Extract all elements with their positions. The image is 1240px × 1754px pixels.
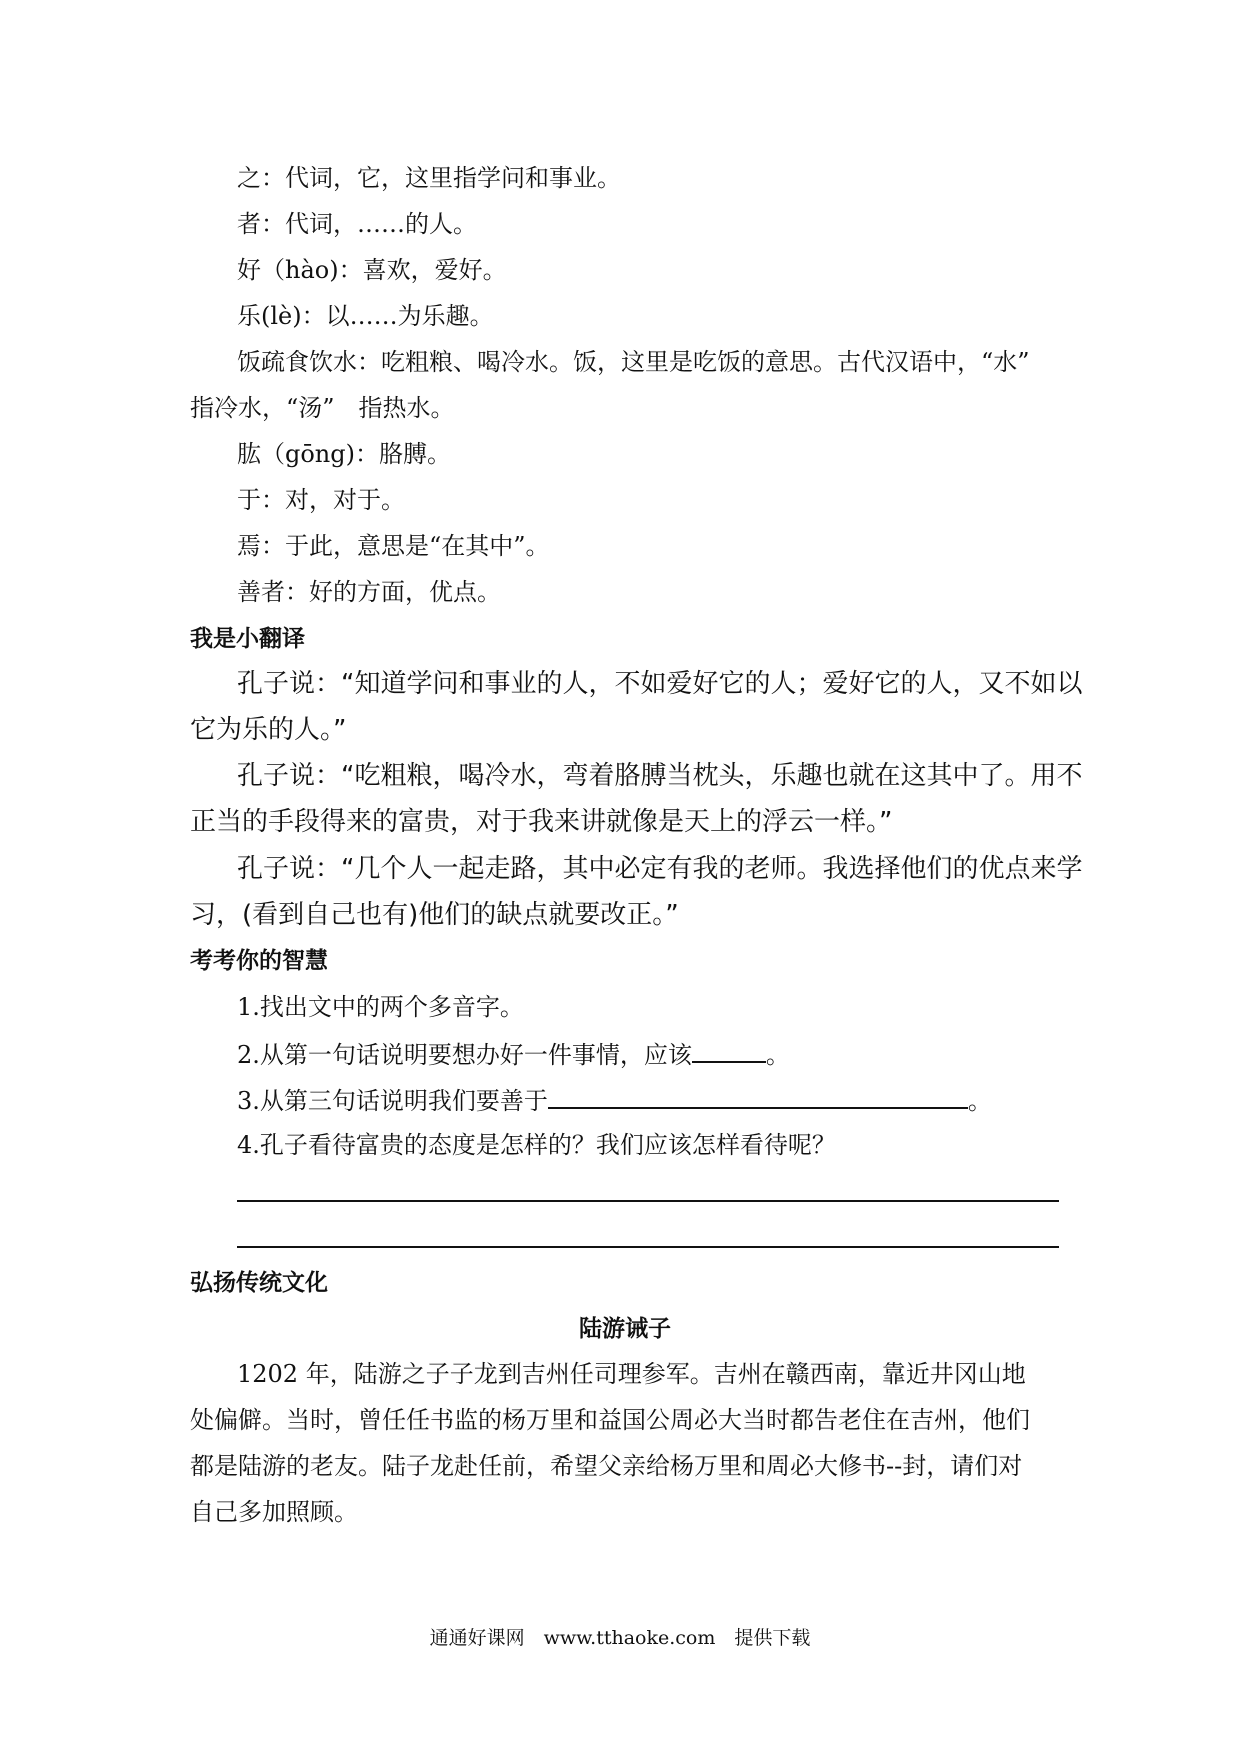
translation-line: 它为乐的人。”	[190, 715, 347, 745]
translation-line: 孔子说：“知道学问和事业的人，不如爱好它的人；爱好它的人，又不如以	[237, 669, 1083, 699]
glossary-line: 肱（gōng)：胳膊。	[237, 440, 451, 468]
answer-blank[interactable]	[548, 1083, 968, 1109]
story-line: 都是陆游的老友。陆子龙赴任前，希望父亲给杨万里和周必大修书--封，请们对	[190, 1452, 1023, 1480]
answer-line[interactable]	[237, 1246, 1059, 1248]
quiz-question-2	[237, 1037, 1107, 1071]
section-heading-culture: 弘扬传统文化	[190, 1270, 328, 1296]
page-footer: 通通好课网 www.tthaoke.com 提供下载	[429, 1627, 811, 1649]
glossary-line: 焉：于此，意思是“在其中”。	[237, 532, 550, 560]
glossary-line: 善者：好的方面，优点。	[237, 578, 501, 606]
story-line: 1202 年，陆游之子子龙到吉州任司理参军。吉州在赣西南，靠近井冈山地	[237, 1360, 1026, 1388]
quiz-question-4: 4.孔子看待富贵的态度是怎样的？我们应该怎样看待呢？	[237, 1131, 836, 1159]
quiz-question-3-text: 3.从第三句话说明我们要善于	[237, 1087, 548, 1115]
answer-line[interactable]	[237, 1200, 1059, 1202]
translation-line: 正当的手段得来的富贵，对于我来讲就像是天上的浮云一样。”	[190, 807, 893, 837]
quiz-question-2-end: 。	[765, 1041, 790, 1069]
glossary-line: 者：代词，……的人。	[237, 210, 477, 238]
glossary-line: 之：代词，它，这里指学问和事业。	[237, 164, 621, 192]
quiz-question-3	[237, 1083, 1107, 1117]
story-line: 处偏僻。当时，曾任任书监的杨万里和益国公周必大当时都告老住在吉州，他们	[190, 1406, 1030, 1434]
glossary-line: 指冷水，“汤” 指热水。	[190, 394, 455, 422]
section-heading-quiz: 考考你的智慧	[190, 948, 328, 974]
translation-line: 习，(看到自己也有)他们的缺点就要改正。”	[190, 900, 679, 930]
answer-blank[interactable]	[692, 1037, 766, 1063]
quiz-question-2-text: 2.从第一句话说明要想办好一件事情，应该	[237, 1041, 692, 1069]
translation-line: 孔子说：“吃粗粮，喝冷水，弯着胳膊当枕头，乐趣也就在这其中了。用不	[237, 761, 1083, 791]
quiz-question-3-end: 。	[967, 1087, 992, 1115]
glossary-line: 饭疏食饮水：吃粗粮、喝冷水。饭，这里是吃饭的意思。古代汉语中，“水”	[237, 348, 1030, 376]
story-title: 陆游诫子	[579, 1316, 671, 1342]
glossary-line: 乐(lè)：以……为乐趣。	[237, 302, 494, 330]
quiz-question-1: 1.找出文中的两个多音字。	[237, 993, 524, 1021]
translation-line: 孔子说：“几个人一起走路，其中必定有我的老师。我选择他们的优点来学	[237, 854, 1083, 884]
story-line: 自己多加照顾。	[190, 1498, 358, 1526]
glossary-line: 好（hào)：喜欢，爱好。	[237, 256, 507, 284]
section-heading-translate: 我是小翻译	[190, 626, 305, 652]
glossary-line: 于：对，对于。	[237, 486, 405, 514]
